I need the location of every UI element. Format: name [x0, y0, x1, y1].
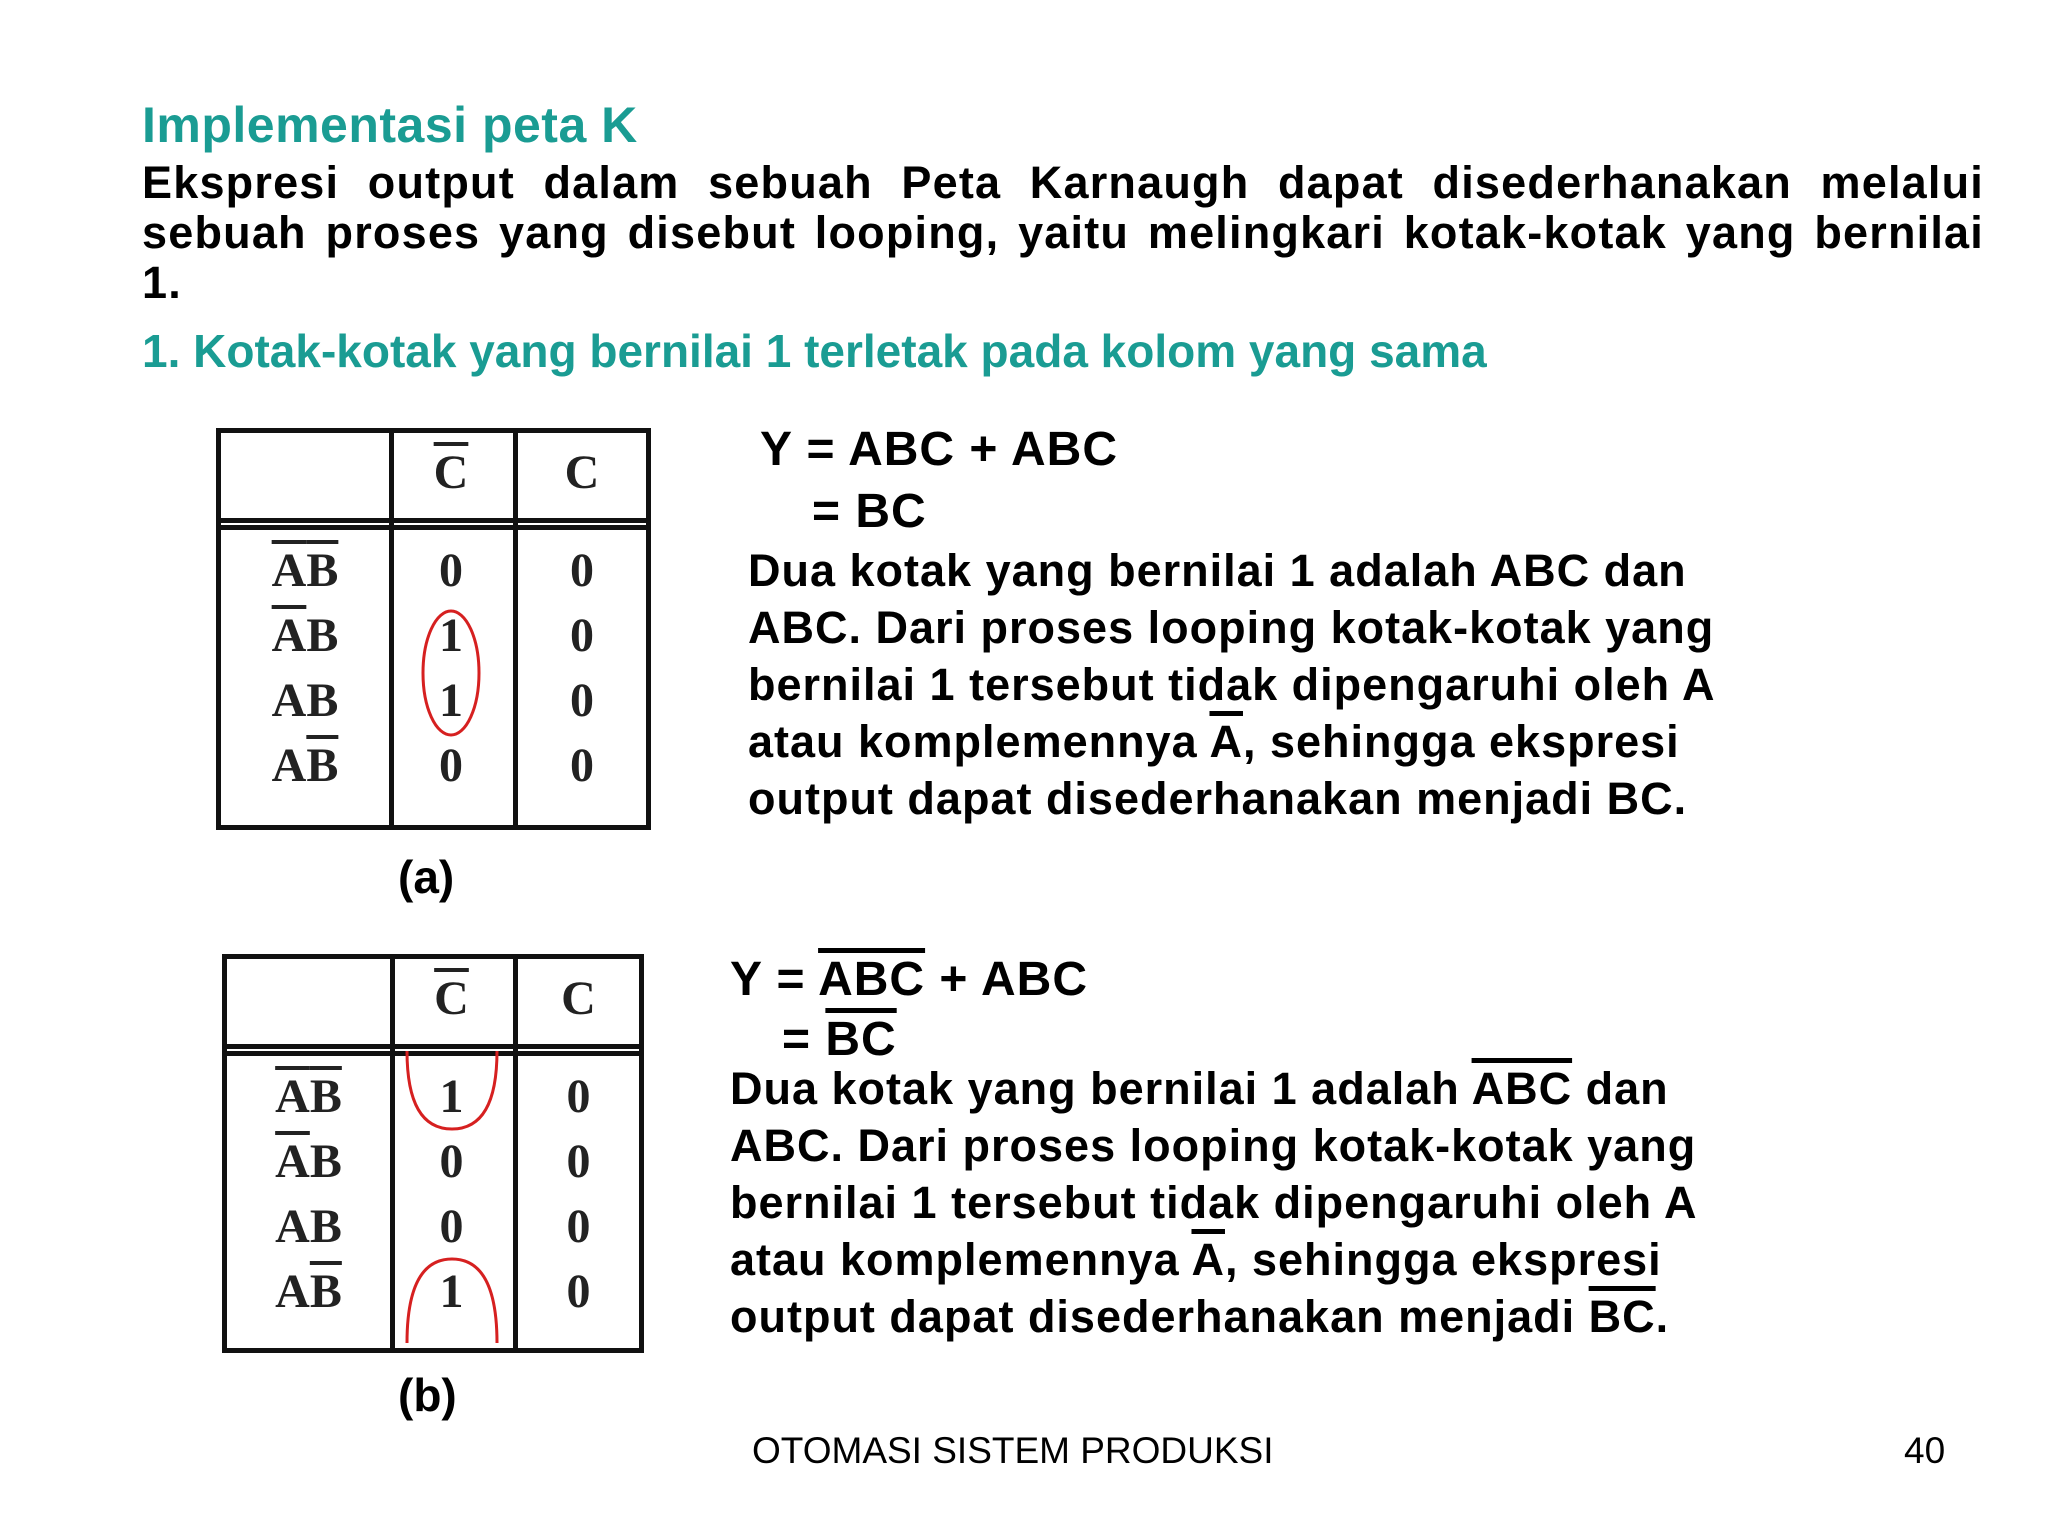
section-subtitle: 1. Kotak-kotak yang bernilai 1 terletak pada kolom yang sama: [142, 325, 1487, 377]
loop-circle: [221, 433, 646, 825]
cell-value: 0: [570, 609, 594, 662]
cell-value: 1: [439, 1265, 464, 1318]
row-label-a-bbar: $A\overline{B}$: [275, 1265, 342, 1318]
cell-value: 0: [566, 1135, 591, 1188]
col-header-c-bar: $\overline{C}$: [434, 972, 469, 1025]
cell-value: 0: [566, 1265, 591, 1318]
row-label-abar-b: $\overline{A}B$: [271, 609, 339, 662]
row-label-abar-bbar: $\overline{A}\overline{B}$: [271, 544, 339, 597]
loop-wrap-arcs: [227, 959, 639, 1348]
cell-value: 1: [439, 609, 463, 662]
col-header-c-bar: $\overline{C}$: [433, 446, 469, 499]
row-label-abar-bbar: $\overline{A}\overline{B}$: [275, 1070, 342, 1123]
caption-a: (a): [398, 851, 455, 903]
row-label-a-b: AB: [271, 674, 339, 727]
row-label-a-b: AB: [275, 1200, 342, 1253]
kmap-a: [216, 428, 651, 830]
equation-b-line2: = $\overline{BC}$: [782, 1013, 897, 1066]
row-label-a-bbar: $A\overline{B}$: [271, 739, 339, 792]
cell-value: 0: [566, 1200, 591, 1253]
cell-value: 0: [439, 1135, 464, 1188]
equation-a-line1: Y = ABC + ABC: [760, 423, 1118, 476]
equation-a-line2: = BC: [812, 485, 927, 538]
col-header-c: C: [564, 446, 600, 499]
cell-value: 0: [570, 739, 594, 792]
cell-value: 0: [570, 674, 594, 727]
intro-paragraph: Ekspresi output dalam sebuah Peta Karnaugh dapat disederhanakan melalui sebuah proses yang disebut looping, yaitu melingkari kotak-kotak yang bernilai 1.: [142, 157, 1984, 308]
footer-course: OTOMASI SISTEM PRODUKSI: [752, 1430, 1274, 1471]
equation-b-line1: $Y = \overline{ABC}$ + ABC: [730, 953, 1088, 1006]
cell-value: 0: [566, 1070, 591, 1123]
paragraph-a: Dua kotak yang bernilai 1 adalah ABC dan ABC. Dari proses looping kotak-kotak yang bernilai 1 tersebut tidak dipengaruhi oleh A atau komplemennya $\overline{A}$, sehingga ekspresi output dapat disederhanakan menjadi BC.: [748, 545, 1716, 824]
slide-title: Implementasi peta K: [142, 97, 638, 153]
caption-b: (b): [398, 1369, 457, 1421]
cell-value: 1: [439, 674, 463, 727]
row-label-abar-b: $\overline{A}B$: [275, 1135, 342, 1188]
cell-value: 0: [570, 544, 594, 597]
cell-value: 0: [439, 544, 463, 597]
kmap-b: [222, 954, 644, 1353]
col-header-c: C: [561, 972, 596, 1025]
cell-value: 0: [439, 739, 463, 792]
cell-value: 1: [439, 1070, 464, 1123]
footer-page-number: 40: [1904, 1430, 1946, 1471]
cell-value: 0: [439, 1200, 464, 1253]
paragraph-b: Dua kotak yang bernilai 1 adalah $\overline{ABC}$ dan ABC. Dari proses looping kotak-kotak yang bernilai 1 tersebut tidak dipengaruhi oleh A atau komplemennya $\overline{A}$, sehingga ekspresi output dapat disederhanakan menjadi $\overline{BC}$.: [730, 1063, 1698, 1342]
